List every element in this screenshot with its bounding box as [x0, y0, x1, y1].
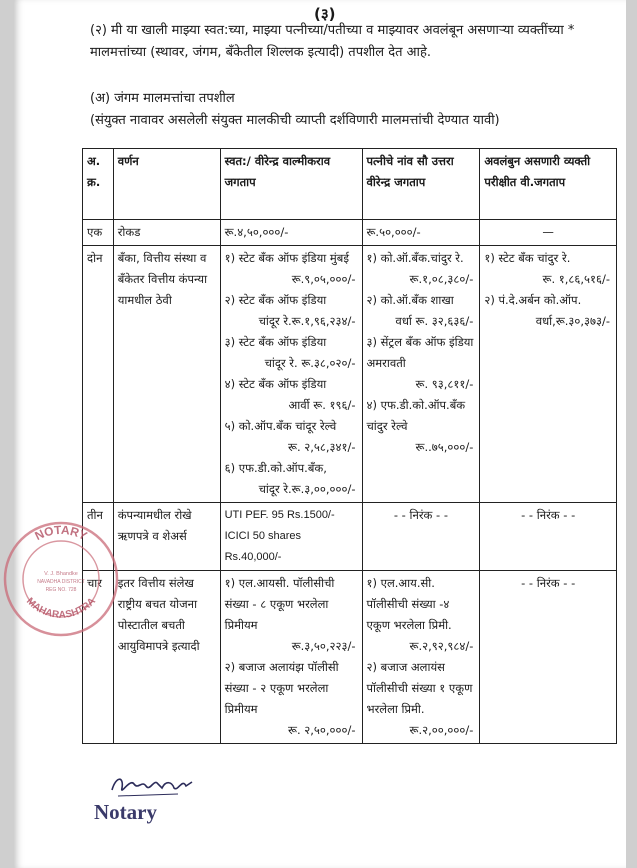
section-number: (अ)	[90, 91, 111, 106]
list-item	[367, 290, 476, 332]
paragraph-number: (२)	[90, 23, 107, 38]
notary-label: Notary	[94, 800, 157, 824]
svg-text:V. J. Bhandke: V. J. Bhandke	[44, 571, 78, 577]
nil-text: - - निरंक - -	[393, 508, 448, 522]
header-spouse: पत्नीचे नांव सौ उत्तरा वीरेन्द्र जगताप	[362, 149, 480, 220]
cell-description: रोकड	[113, 220, 220, 246]
bank-name: १) स्टेट बँक ऑफ इंडिया मुंबई	[224, 251, 349, 265]
paragraph-line-1: मी या खाली माझ्या स्वत:च्या, माझ्या पत्नीच्या/पतीच्या व माझ्यावर अवलंबून असणाऱ्या व्यक्तींच्या *	[111, 23, 575, 38]
table-row-deposits	[83, 246, 617, 503]
amount: रू. १,८६,५१६/-	[542, 272, 610, 286]
bank-name: ४) स्टेट बँक ऑफ इंडिया	[224, 377, 327, 391]
table-row-other-instruments	[83, 571, 617, 744]
policy-name: २) बजाज अलायंझ पॉलीसी संख्या - २ एकूण भरलेला प्रिमीयम	[224, 660, 339, 716]
paragraph-line-2: मालमत्तांच्या (स्थावर, जंगम, बँकेतील शिल्लक इत्यादी) तपशील देत आहे.	[90, 45, 432, 60]
list-item	[225, 332, 358, 374]
bank-name: ५) को.ऑप.बँक चांदूर रेल्वे	[224, 419, 337, 433]
list-item	[225, 248, 358, 290]
bank-name: ३) सेंट्रल बँक ऑफ इंडिया अमरावती	[366, 335, 474, 370]
header-dependent: अवलंबुन असणारी व्यक्ती परीक्षीत वी.जगताप	[480, 149, 617, 220]
amount: रू.९,०५,०००/-	[291, 272, 356, 286]
amount: रू..७५,०००/-	[415, 440, 474, 454]
svg-text:NAVADHA DISTRICT: NAVADHA DISTRICT	[37, 579, 85, 585]
list-item	[367, 395, 476, 458]
share-line-2: ICICI 50 shares Rs.40,000/-	[224, 530, 302, 563]
list-item	[367, 248, 476, 290]
document-page	[14, 0, 626, 868]
bank-name: १) को.ऑ.बँक.चांदुर रे.	[366, 251, 464, 265]
cell-description: इतर वित्तीय संलेख राष्ट्रीय बचत योजना पोस्टातील बचती आयुविमापत्रे इत्यादी	[113, 571, 220, 744]
cell-self	[220, 246, 362, 503]
amount: रू. २,५८,३४१/-	[288, 440, 356, 454]
policy-name: १) एल.आय.सी. पॉलीसीची संख्या -४ एकूण भरलेला प्रिमी.	[366, 576, 452, 632]
page-number: (३)	[314, 5, 336, 23]
amount: रू.३,५०,२२३/-	[291, 639, 356, 653]
amount: रू. ९३,८११/-	[415, 377, 474, 391]
list-item	[225, 573, 358, 657]
list-item	[367, 332, 476, 395]
cell-description: बँका, वित्तीय संस्था व बँकेतर वित्तीय कंपन्या यामधील ठेवी	[113, 246, 220, 503]
seal-bottom-text: MAHARASHTRA	[24, 595, 98, 621]
list-item	[225, 458, 358, 500]
bank-name: १) स्टेट बँक चांदुर रे.	[484, 251, 571, 265]
list-item	[225, 290, 358, 332]
cell-spouse	[362, 246, 480, 503]
amount: चांदूर रे.रू.३,००,०००/-	[258, 482, 356, 496]
amount: आर्वी रू. १९६/-	[288, 398, 356, 412]
amount: रू.२,००,०००/-	[409, 723, 474, 737]
list-item	[225, 374, 358, 416]
header-self: स्वत:/ वीरेन्द्र वाल्मीकराव जगताप	[220, 149, 362, 220]
table-row-shares	[83, 503, 617, 571]
seal-top-text: NOTARY	[32, 522, 90, 544]
signature-icon	[108, 770, 198, 802]
list-item	[367, 573, 476, 657]
cell-spouse	[362, 571, 480, 744]
cell-dependent	[480, 246, 617, 503]
cell-description: कंपन्यामधील रोखे ऋणपत्रे व शेअर्स	[113, 503, 220, 571]
table-header-row	[83, 149, 617, 220]
cell-self	[220, 571, 362, 744]
cell-sr: एक	[83, 220, 114, 246]
declaration-paragraph	[90, 20, 610, 64]
cell-dependent	[480, 220, 617, 246]
bank-name: ६) एफ.डी.को.ऑप.बँक,	[224, 461, 327, 475]
assets-table	[82, 148, 617, 744]
table-row-cash	[83, 220, 617, 246]
nil-text: - - निरंक - -	[521, 576, 576, 590]
bank-name: ४) एफ.डी.को.ऑप.बँक चांदुर रेल्वे	[366, 398, 466, 433]
cell-dependent	[480, 571, 617, 744]
movable-assets-heading	[90, 88, 590, 132]
cell-self	[220, 503, 362, 571]
svg-text:MAHARASHTRA	[24, 596, 98, 621]
list-item	[367, 657, 476, 741]
amount: चांदूर रे.रू.१,९६,२३४/-	[258, 314, 356, 328]
dash-text: —	[542, 225, 554, 239]
bank-name: २) को.ऑ.बँक शाखा	[366, 293, 454, 307]
notary-seal-icon	[2, 520, 120, 638]
share-line-1: UTI PEF. 95 Rs.1500/-	[224, 509, 335, 521]
header-sr: अ. क्र.	[83, 149, 114, 220]
list-item	[484, 248, 612, 290]
bank-name: ३) स्टेट बँक ऑफ इंडिया	[224, 335, 327, 349]
amount: रू.२,९२,९८४/-	[409, 639, 474, 653]
svg-text:REG NO. 728: REG NO. 728	[45, 587, 77, 593]
bank-name: २) पं.दे.अर्बन को.ऑप.	[484, 293, 582, 307]
cell-sr: दोन	[83, 246, 114, 503]
header-description: वर्णन	[113, 149, 220, 220]
amount: वर्धा रू. ३२,६३६/-	[395, 314, 474, 328]
section-title: जंगम मालमत्तांचा तपशील	[114, 91, 235, 106]
amount: वर्धा,रू.३०,३७३/-	[535, 314, 610, 328]
nil-text: - - निरंक - -	[521, 508, 576, 522]
cell-sr: चार	[83, 571, 114, 744]
list-item	[225, 657, 358, 741]
list-item	[225, 416, 358, 458]
policy-name: १) एल.आयसी. पॉलीसीची संख्या - ८ एकूण भरलेला प्रिमीयम	[224, 576, 335, 632]
amount: रू.१,०८,३८०/-	[409, 272, 474, 286]
bank-name: २) स्टेट बँक ऑफ इंडिया	[224, 293, 327, 307]
policy-name: २) बजाज अलायंस पॉलीसीची संख्या १ एकूण भरलेला प्रिमी.	[366, 660, 473, 716]
cell-spouse	[362, 503, 480, 571]
section-note: (संयुक्त नावावर असलेली संयुक्त मालकीची व्याप्ती दर्शविणारी मालमत्तांची देण्यात यावी)	[90, 113, 500, 128]
cell-sr: तीन	[83, 503, 114, 571]
amount: चांदूर रे. रू.३८,०२०/-	[264, 356, 356, 370]
list-item	[484, 290, 612, 332]
amount: रू. २,५०,०००/-	[288, 723, 356, 737]
cell-spouse: रू.५०,०००/-	[362, 220, 480, 246]
cell-dependent	[480, 503, 617, 571]
cell-self: रू.४,५०,०००/-	[220, 220, 362, 246]
